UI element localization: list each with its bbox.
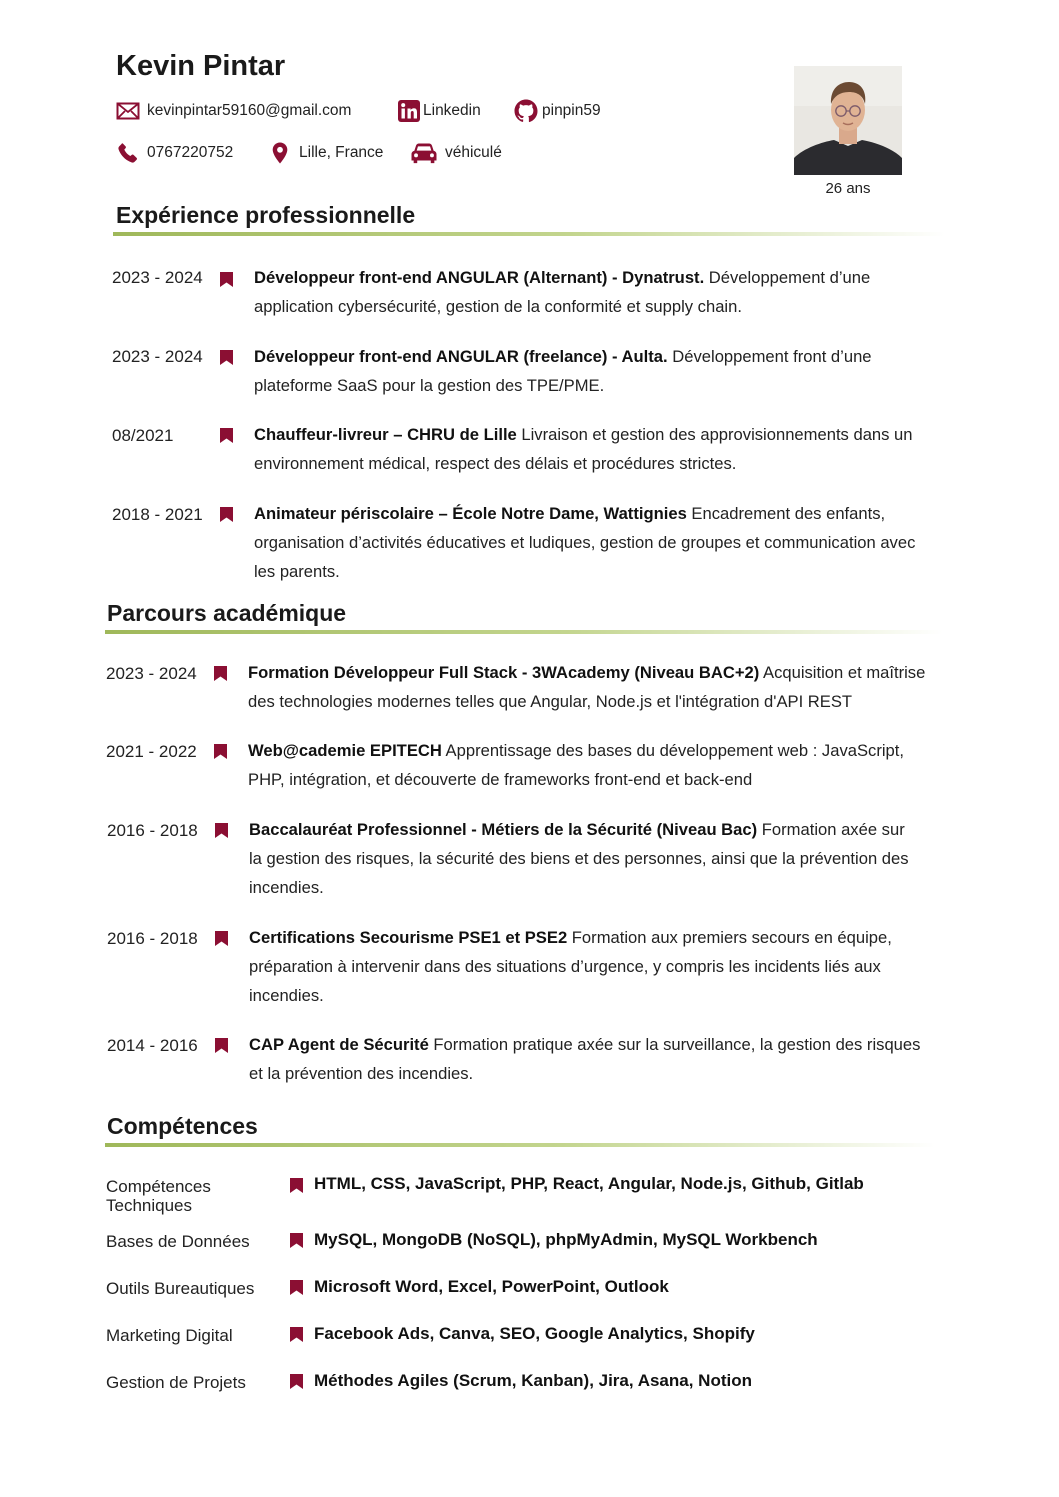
contact-github[interactable] xyxy=(514,99,601,123)
skill-values: MySQL, MongoDB (NoSQL), phpMyAdmin, MySQL Workbench xyxy=(314,1230,818,1249)
experience-desc: Développement front d’une plateforme SaaS pour la gestion des TPE/PME. xyxy=(254,347,872,395)
skill-category: Outils Bureautiques xyxy=(106,1279,255,1298)
education-degree: CAP Agent de Sécurité xyxy=(249,1035,429,1054)
education-title: Parcours académique xyxy=(107,600,347,626)
age-label: 26 ans xyxy=(825,180,871,197)
education-desc: Formation axée sur la gestion des risques, la sécurité des biens et des personnes, ainsi que la prévention des incendies. xyxy=(249,820,909,897)
location-pin-icon xyxy=(268,141,292,165)
skills-rule xyxy=(105,1143,935,1147)
bookmark-icon xyxy=(290,1233,303,1248)
education-rule xyxy=(105,630,943,634)
bookmark-icon xyxy=(220,428,233,443)
mail-icon xyxy=(116,99,140,123)
experience-entry xyxy=(254,342,934,400)
experience-date: 08/2021 xyxy=(112,426,174,445)
experience-role: Chauffeur-livreur – CHRU de Lille xyxy=(254,425,517,444)
vehicle-text: véhiculé xyxy=(445,144,502,161)
github-text: pinpin59 xyxy=(542,102,601,119)
experience-entry xyxy=(254,499,938,586)
skill-values: Facebook Ads, Canva, SEO, Google Analytics, Shopify xyxy=(314,1324,755,1343)
contact-email[interactable] xyxy=(116,99,351,123)
education-date: 2023 - 2024 xyxy=(106,664,197,683)
education-entry xyxy=(248,658,938,716)
bookmark-icon xyxy=(290,1374,303,1389)
education-desc: Formation pratique axée sur la surveillance, la gestion des risques et la prévention des incendies. xyxy=(249,1035,921,1083)
experience-date: 2023 - 2024 xyxy=(112,347,203,366)
education-desc: Acquisition et maîtrise des technologies modernes telles que Angular, Node.js et l'intégration d'API REST xyxy=(248,663,926,711)
contact-vehicle xyxy=(410,141,502,165)
bookmark-icon xyxy=(215,931,228,946)
education-desc: Apprentissage des bases du développement web : JavaScript, PHP, intégration, et découverte de frameworks front-end et back-end xyxy=(248,741,905,789)
skill-category: Marketing Digital xyxy=(106,1326,233,1345)
experience-rule xyxy=(113,232,945,236)
experience-role: Animateur périscolaire – École Notre Dame, Wattignies xyxy=(254,504,687,523)
bookmark-icon xyxy=(214,666,227,681)
education-date: 2016 - 2018 xyxy=(107,821,198,840)
experience-role: Développeur front-end ANGULAR (Alternant) - Dynatrust. xyxy=(254,268,705,287)
location-text: Lille, France xyxy=(299,144,384,161)
bookmark-icon xyxy=(220,507,233,522)
car-icon xyxy=(410,141,438,165)
skills-title: Compétences xyxy=(107,1113,258,1139)
bookmark-icon xyxy=(220,272,233,287)
education-degree: Baccalauréat Professionnel - Métiers de la Sécurité (Niveau Bac) xyxy=(249,820,758,839)
education-entry xyxy=(249,923,919,1010)
education-date: 2016 - 2018 xyxy=(107,929,198,948)
profile-photo xyxy=(794,66,902,175)
experience-role: Développeur front-end ANGULAR (freelance) - Aulta. xyxy=(254,347,668,366)
education-date: 2014 - 2016 xyxy=(107,1036,198,1055)
experience-desc: Livraison et gestion des approvisionnements dans un environnement médical, respect des délais et procédures strictes. xyxy=(254,425,913,473)
skill-values: Microsoft Word, Excel, PowerPoint, Outlook xyxy=(314,1277,669,1296)
skill-category: Bases de Données xyxy=(106,1232,250,1251)
experience-entry xyxy=(254,420,934,478)
education-entry xyxy=(249,815,919,902)
contact-linkedin[interactable] xyxy=(397,99,481,123)
candidate-name: Kevin Pintar xyxy=(116,50,286,82)
education-degree: Certifications Secourisme PSE1 et PSE2 xyxy=(249,928,568,947)
education-degree: Formation Développeur Full Stack - 3WAcademy (Niveau BAC+2) xyxy=(248,663,760,682)
bookmark-icon xyxy=(214,744,227,759)
skill-category: Compétences Techniques xyxy=(106,1177,211,1215)
experience-title: Expérience professionnelle xyxy=(116,202,416,228)
experience-desc: Développement d’une application cybersécurité, gestion de la conformité et supply chain. xyxy=(254,268,871,316)
email-text: kevinpintar59160@gmail.com xyxy=(147,102,352,119)
bookmark-icon xyxy=(290,1280,303,1295)
experience-date: 2023 - 2024 xyxy=(112,268,203,287)
contact-phone[interactable] xyxy=(116,141,233,165)
contact-location xyxy=(268,141,383,165)
experience-date: 2018 - 2021 xyxy=(112,505,203,524)
linkedin-text: Linkedin xyxy=(423,102,481,119)
education-entry xyxy=(248,736,938,794)
skill-values: Méthodes Agiles (Scrum, Kanban), Jira, Asana, Notion xyxy=(314,1371,752,1390)
education-entry xyxy=(249,1030,934,1088)
education-degree: Web@cademie EPITECH xyxy=(248,741,442,760)
education-date: 2021 - 2022 xyxy=(106,742,197,761)
education-desc: Formation aux premiers secours en équipe, préparation à intervenir dans des situations d’urgence, y compris les incidents liés aux incendies. xyxy=(249,928,892,1005)
bookmark-icon xyxy=(290,1327,303,1342)
github-icon xyxy=(514,99,538,123)
experience-desc: Encadrement des enfants, organisation d’activités éducatives et ludiques, gestion de groupes et communication avec les parents. xyxy=(254,504,916,581)
bookmark-icon xyxy=(220,350,233,365)
phone-icon xyxy=(116,141,140,165)
bookmark-icon xyxy=(290,1178,303,1193)
phone-text: 0767220752 xyxy=(147,144,234,161)
linkedin-icon xyxy=(397,99,421,123)
bookmark-icon xyxy=(215,1038,228,1053)
skill-values: HTML, CSS, JavaScript, PHP, React, Angular, Node.js, Github, Gitlab xyxy=(314,1174,864,1193)
bookmark-icon xyxy=(215,823,228,838)
skill-category: Gestion de Projets xyxy=(106,1373,246,1392)
experience-entry xyxy=(254,263,934,321)
